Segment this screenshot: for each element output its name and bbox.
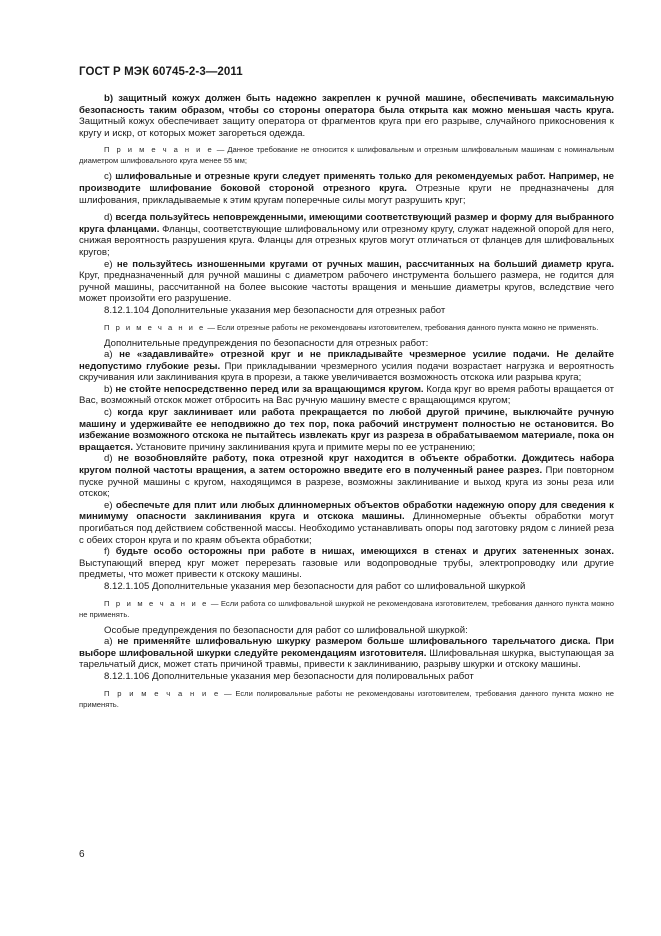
- sanding-item-a: a) не применяйте шлифовальную шкурку размером больше шлифовального тарельчатого диска. При выборе шлифовальной шкурки следуйте рекомендациям изготовителя. Шлифовальная шкурка, выступающая за тарельчатый диск, может стать причиной травмы, привести к заклиниванию, разрыву шкурки и отскоку машины.: [79, 636, 614, 671]
- note-cutoff: П р и м е ч а н и е — Если отрезные работы не рекомендованы изготовителем, требования данного пункта можно не применять.: [104, 322, 599, 332]
- cutoff-item-b: b) не стойте непосредственно перед или за вращающимся кругом. Когда круг во время работы вращается от Вас, возможный отскок может отбросить на Вас ручную машину вместе с вращающимся кругом;: [79, 383, 614, 407]
- cutoff-item-d: d) не возобновляйте работу, пока отрезной круг находится в объекте обработки. Дождитесь набора кругом полной частоты вращения, а затем осторожно введите его в полученный ранее разрез. При повторном пуске ручной машины с кругом, находящимся в разрезе, возможны заклинивание и выход круга из зоны реза или отскок;: [79, 453, 614, 500]
- document-body: [79, 93, 614, 715]
- paragraph-d-flanges: d) всегда пользуйтесь неповрежденными, имеющими соответствующий размер и форму для выбранного круга фланцами. Фланцы, соответствующие шлифовальному или отрезному кругу, служат надежной опорой для него, снижая вероятность разрушения круга. Фланцы для отрезных кругов могут отличаться от фланцев для шлифовальных кругов;: [79, 212, 614, 258]
- cutoff-item-a: a) не «задавливайте» отрезной круг и не прикладывайте чрезмерное усилие подачи. Не делайте недопустимо глубокие резы. При прикладывании чрезмерного усилия подачи возрастает нагрузка и вероятность скручивания или заклинивания круга в прорези, а также увеличивается возможность отскока или разрыва круга;: [79, 349, 614, 384]
- paragraph-b-guard: b) защитный кожух должен быть надежно закреплен к ручной машине, обеспечивать максимальную безопасность таким образом, чтобы со стороны оператора была открыта как можно меньшая часть круга. Защитный кожух обеспечивает защиту оператора от фрагментов круга при его разрыве, случайного прикосновения к кругу и искр, от которых может загореться одежда.: [79, 93, 614, 139]
- document-header-title: ГОСТ Р МЭК 60745-2-3—2011: [79, 66, 243, 78]
- sanding-intro: Особые предупреждения по безопасности для работ со шлифовальной шкуркой:: [104, 624, 468, 636]
- cutoff-item-e: e) обеспечьте для плит или любых длинномерных объектов обработки надежную опору для сведения к минимуму опасности заклинивания круга и отскока машины. Длинномерные объекты обработки могут прогибаться под действием собственной массы. Необходимо устанавливать опоры под заготовку рядом с линией реза с обеих сторон круга и по краям объекта обработки;: [79, 499, 614, 546]
- section-8-12-1-105: 8.12.1.105 Дополнительные указания мер безопасности для работ со шлифовальной шкуркой: [104, 580, 526, 592]
- page-number: 6: [79, 849, 85, 860]
- note-polishing: П р и м е ч а н и е — Если полировальные работы не рекомендованы изготовителем, требования данного пункта можно не применять.: [79, 688, 614, 709]
- cutoff-item-f: f) будьте особо осторожны при работе в нишах, имеющихся в стенах и других затененных зонах. Выступающий вперед круг может перерезать газовые или водопроводные трубы, электропроводку или другие предметы, что может привести к отскоку машины.: [79, 546, 614, 581]
- cutoff-intro: Дополнительные предупреждения по безопасности для отрезных работ:: [104, 337, 429, 349]
- section-8-12-1-106: 8.12.1.106 Дополнительные указания мер безопасности для полировальных работ: [104, 670, 474, 682]
- note-guard: П р и м е ч а н и е — Данное требование не относится к шлифовальным и отрезным шлифовальным машинам с номинальным диаметром шлифовального круга менее 55 мм;: [79, 145, 614, 166]
- paragraph-e-worn-wheels: e) не пользуйтесь изношенными кругами от ручных машин, рассчитанных на больший диаметр круга. Круг, предназначенный для ручной машины с диаметром рабочего инструмента большего размера, не годится для ручной машины, рассчитанной на более высокие частоты вращения и меньшие диаметры кругов, вследствие чего может произойти его разрушение.: [79, 258, 614, 305]
- cutoff-item-c: c) когда круг заклинивает или работа прекращается по любой другой причине, выключайте ручную машину и удерживайте ее неподвижно до тех пор, пока рабочий инструмент полностью не остановится. Во избежание возможного отскока не пытайтесь извлекать круг из разреза в обрабатываемом материале, пока он вращается. Установите причину заклинивания круга и примите меры по ее устранению;: [79, 407, 614, 453]
- note-sanding: П р и м е ч а н и е — Если работа со шлифовальной шкуркой не рекомендована изготовителем, требования данного пункта можно не применять.: [79, 598, 614, 619]
- paragraph-c-wheels: c) шлифовальные и отрезные круги следует применять только для рекомендуемых работ. Например, не производите шлифование боковой стороной отрезного круга. Отрезные круги не предназначены для шлифования, прикладываемые к этим кругам поперечные силы могут разрушить круг;: [79, 171, 614, 206]
- section-8-12-1-104: 8.12.1.104 Дополнительные указания мер безопасности для отрезных работ: [104, 304, 446, 316]
